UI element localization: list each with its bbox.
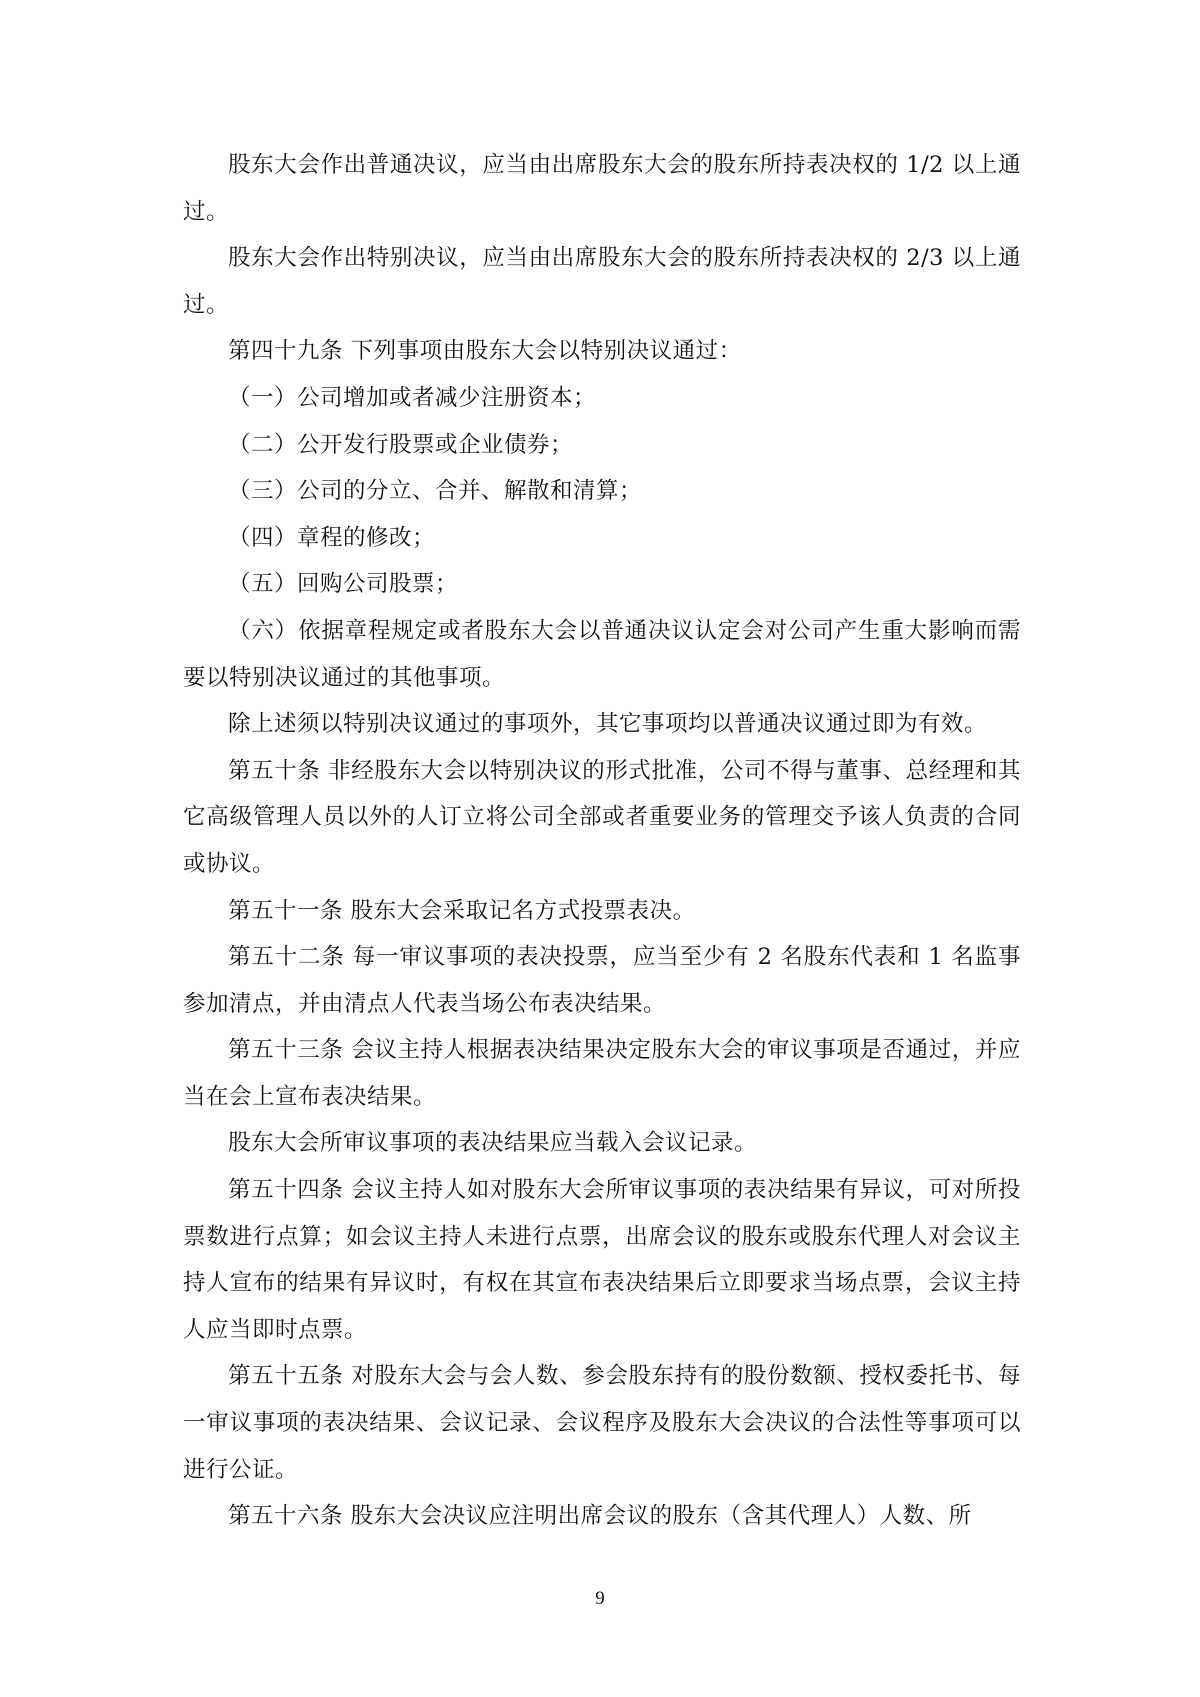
page-number: 9 bbox=[595, 1588, 605, 1609]
list-item-5: （五）回购公司股票； bbox=[228, 571, 459, 598]
paragraph-special-resolution: 股东大会作出特别决议，应当由出席股东大会的股东所持表决权的 2/3 以上通过。 bbox=[183, 245, 1021, 318]
list-item-2: （二）公开发行股票或企业债券； bbox=[228, 431, 574, 458]
list-item-6: （六）依据章程规定或者股东大会以普通决议认定会对公司产生重大影响而需要以特别决议通过的其他事项。 bbox=[183, 617, 1021, 691]
list-item-3: （三）公司的分立、合并、解散和清算； bbox=[228, 478, 643, 505]
paragraph-other-matters: 除上述须以特别决议通过的事项外，其它事项均以普通决议通过即为有效。 bbox=[228, 711, 988, 738]
paragraph-ordinary-resolution: 股东大会作出普通决议，应当由出席股东大会的股东所持表决权的 1/2 以上通过。 bbox=[183, 152, 1021, 225]
document-body bbox=[183, 142, 1021, 1540]
list-item-1: （一）公司增加或者减少注册资本； bbox=[228, 384, 597, 411]
article-52: 第五十二条 每一审议事项的表决投票，应当至少有 2 名股东代表和 1 名监事参加清点，并由清点人代表当场公布表决结果。 bbox=[183, 944, 1021, 1017]
article-49: 第四十九条 下列事项由股东大会以特别决议通过： bbox=[228, 338, 742, 365]
article-56: 第五十六条 股东大会决议应注明出席会议的股东（含其代理人）人数、所 bbox=[228, 1503, 972, 1530]
list-item-4: （四）章程的修改； bbox=[228, 524, 436, 551]
article-51: 第五十一条 股东大会采取记名方式投票表决。 bbox=[228, 897, 696, 924]
article-54: 第五十四条 会议主持人如对股东大会所审议事项的表决结果有异议，可对所投票数进行点算；如会议主持人未进行点票，出席会议的股东或股东代理人对会议主持人宣布的结果有异议时，有权在其宣布表决结果后立即要求当场点票，会议主持人应当即时点票。 bbox=[183, 1177, 1021, 1343]
article-50: 第五十条 非经股东大会以特别决议的形式批准，公司不得与董事、总经理和其它高级管理人员以外的人订立将公司全部或者重要业务的管理交予该人负责的合同或协议。 bbox=[183, 757, 1021, 877]
paragraph-meeting-record: 股东大会所审议事项的表决结果应当载入会议记录。 bbox=[228, 1130, 758, 1157]
article-53: 第五十三条 会议主持人根据表决结果决定股东大会的审议事项是否通过，并应当在会上宣布表决结果。 bbox=[183, 1037, 1021, 1110]
article-55: 第五十五条 对股东大会与会人数、参会股东持有的股份数额、授权委托书、每一审议事项的表决结果、会议记录、会议程序及股东大会决议的合法性等事项可以进行公证。 bbox=[183, 1363, 1021, 1483]
